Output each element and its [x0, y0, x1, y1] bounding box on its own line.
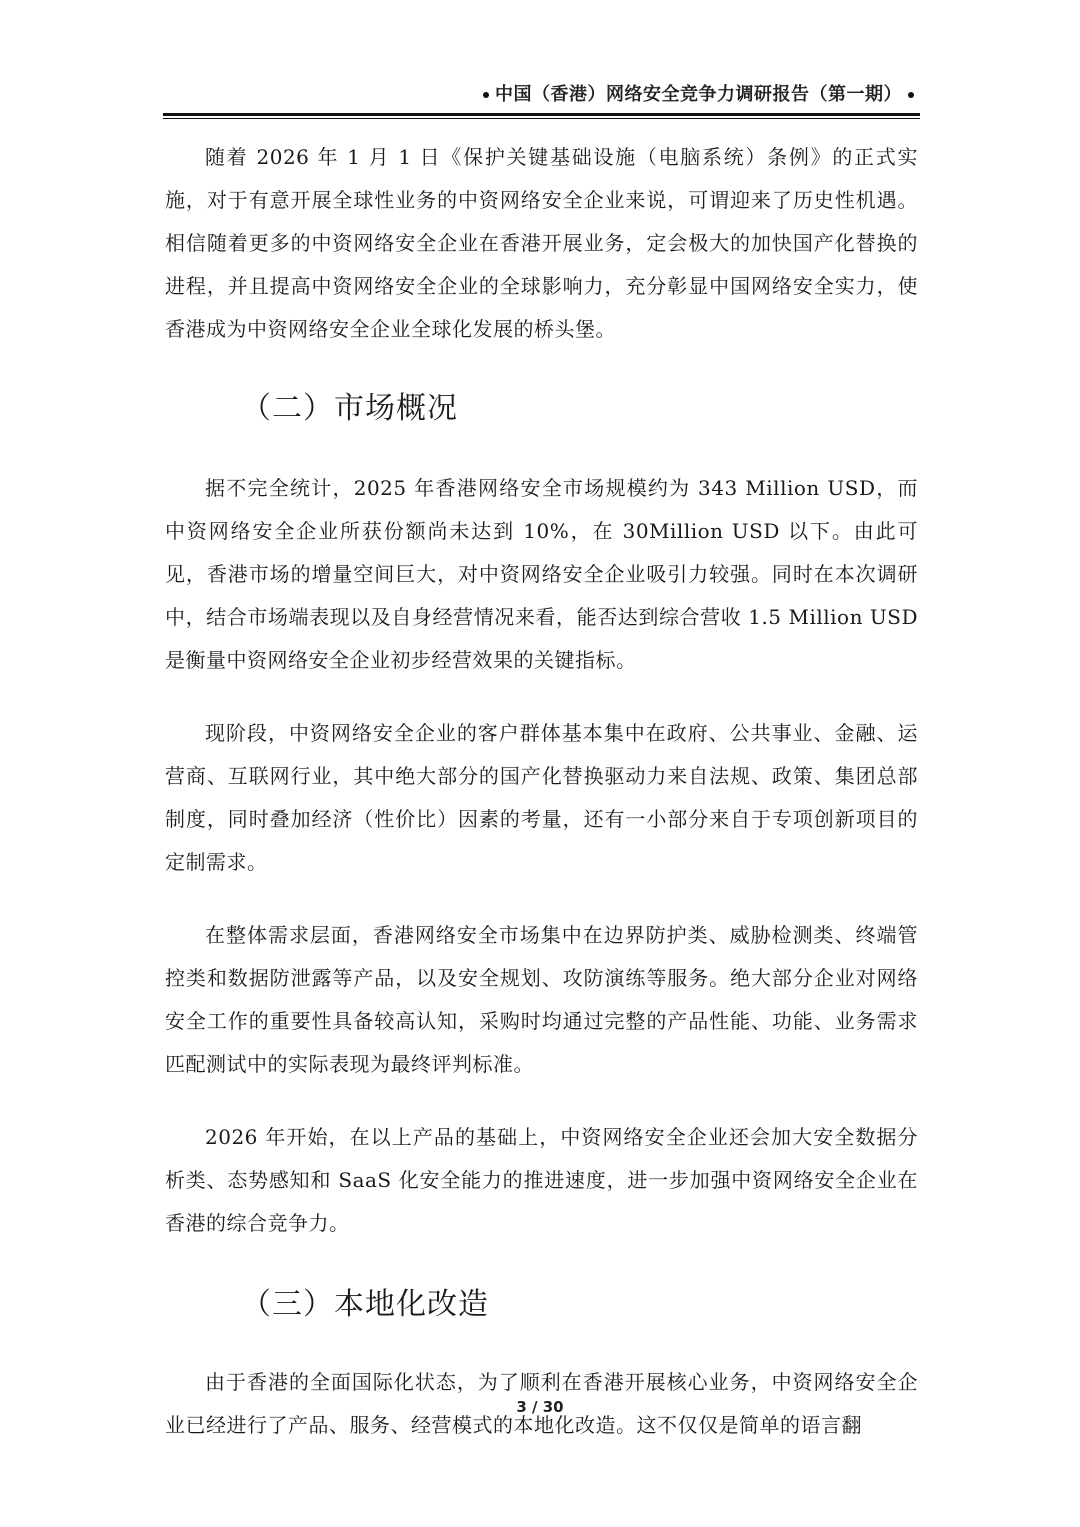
header-title: 中国（香港）网络安全竞争力调研报告（第一期） — [495, 84, 902, 105]
page-number: 3 / 30 — [516, 1398, 564, 1416]
body-paragraph: 现阶段，中资网络安全企业的客户群体基本集中在政府、公共事业、金融、运营商、互联网行业，其中绝大部分的国产化替换驱动力来自法规、政策、集团总部制度，同时叠加经济（性价比）因素的考量，还有一小部分来自于专项创新项目的定制需求。 — [165, 721, 918, 874]
body-paragraph: 由于香港的全面国际化状态，为了顺利在香港开展核心业务，中资网络安全企业已经进行了产品、服务、经营模式的本地化改造。这不仅仅是简单的语言翻 — [165, 1370, 918, 1437]
header-rule-thin — [163, 118, 920, 119]
section-heading-market-overview: （二）市场概况 — [241, 391, 458, 426]
body-paragraph: 在整体需求层面，香港网络安全市场集中在边界防护类、威胁检测类、终端管控类和数据防泄露等产品，以及安全规划、攻防演练等服务。绝大部分企业对网络安全工作的重要性具备较高认知，采购时均通过完整的产品性能、功能、业务需求匹配测试中的实际表现为最终评判标准。 — [165, 923, 918, 1076]
header-rule-thick — [163, 113, 920, 116]
page-body — [165, 136, 918, 1447]
bullet-dot-icon — [908, 92, 914, 98]
bullet-dot-icon — [483, 92, 489, 98]
running-header — [163, 80, 920, 106]
body-paragraph: 据不完全统计，2025 年香港网络安全市场规模约为 343 Million USD，而中资网络安全企业所获份额尚未达到 10%，在 30Million USD 以下。由此可见，香港市场的增量空间巨大，对中资网络安全企业吸引力较强。同时在本次调研中，结合市场端表现以及自身经营情况来看，能否达到综合营收 1.5 Million USD 是衡量中资网络安全企业初步经营效果的关键指标。 — [165, 476, 918, 672]
body-paragraph: 随着 2026 年 1 月 1 日《保护关键基础设施（电脑系统）条例》的正式实施，对于有意开展全球性业务的中资网络安全企业来说，可谓迎来了历史性机遇。相信随着更多的中资网络安全企业在香港开展业务，定会极大的加快国产化替换的进程，并且提高中资网络安全企业的全球影响力，充分彰显中国网络安全实力，使香港成为中资网络安全企业全球化发展的桥头堡。 — [165, 145, 918, 341]
section-heading-localization: （三）本地化改造 — [241, 1287, 489, 1322]
body-paragraph: 2026 年开始，在以上产品的基础上，中资网络安全企业还会加大安全数据分析类、态势感知和 SaaS 化安全能力的推进速度，进一步加强中资网络安全企业在香港的综合竞争力。 — [165, 1125, 918, 1235]
